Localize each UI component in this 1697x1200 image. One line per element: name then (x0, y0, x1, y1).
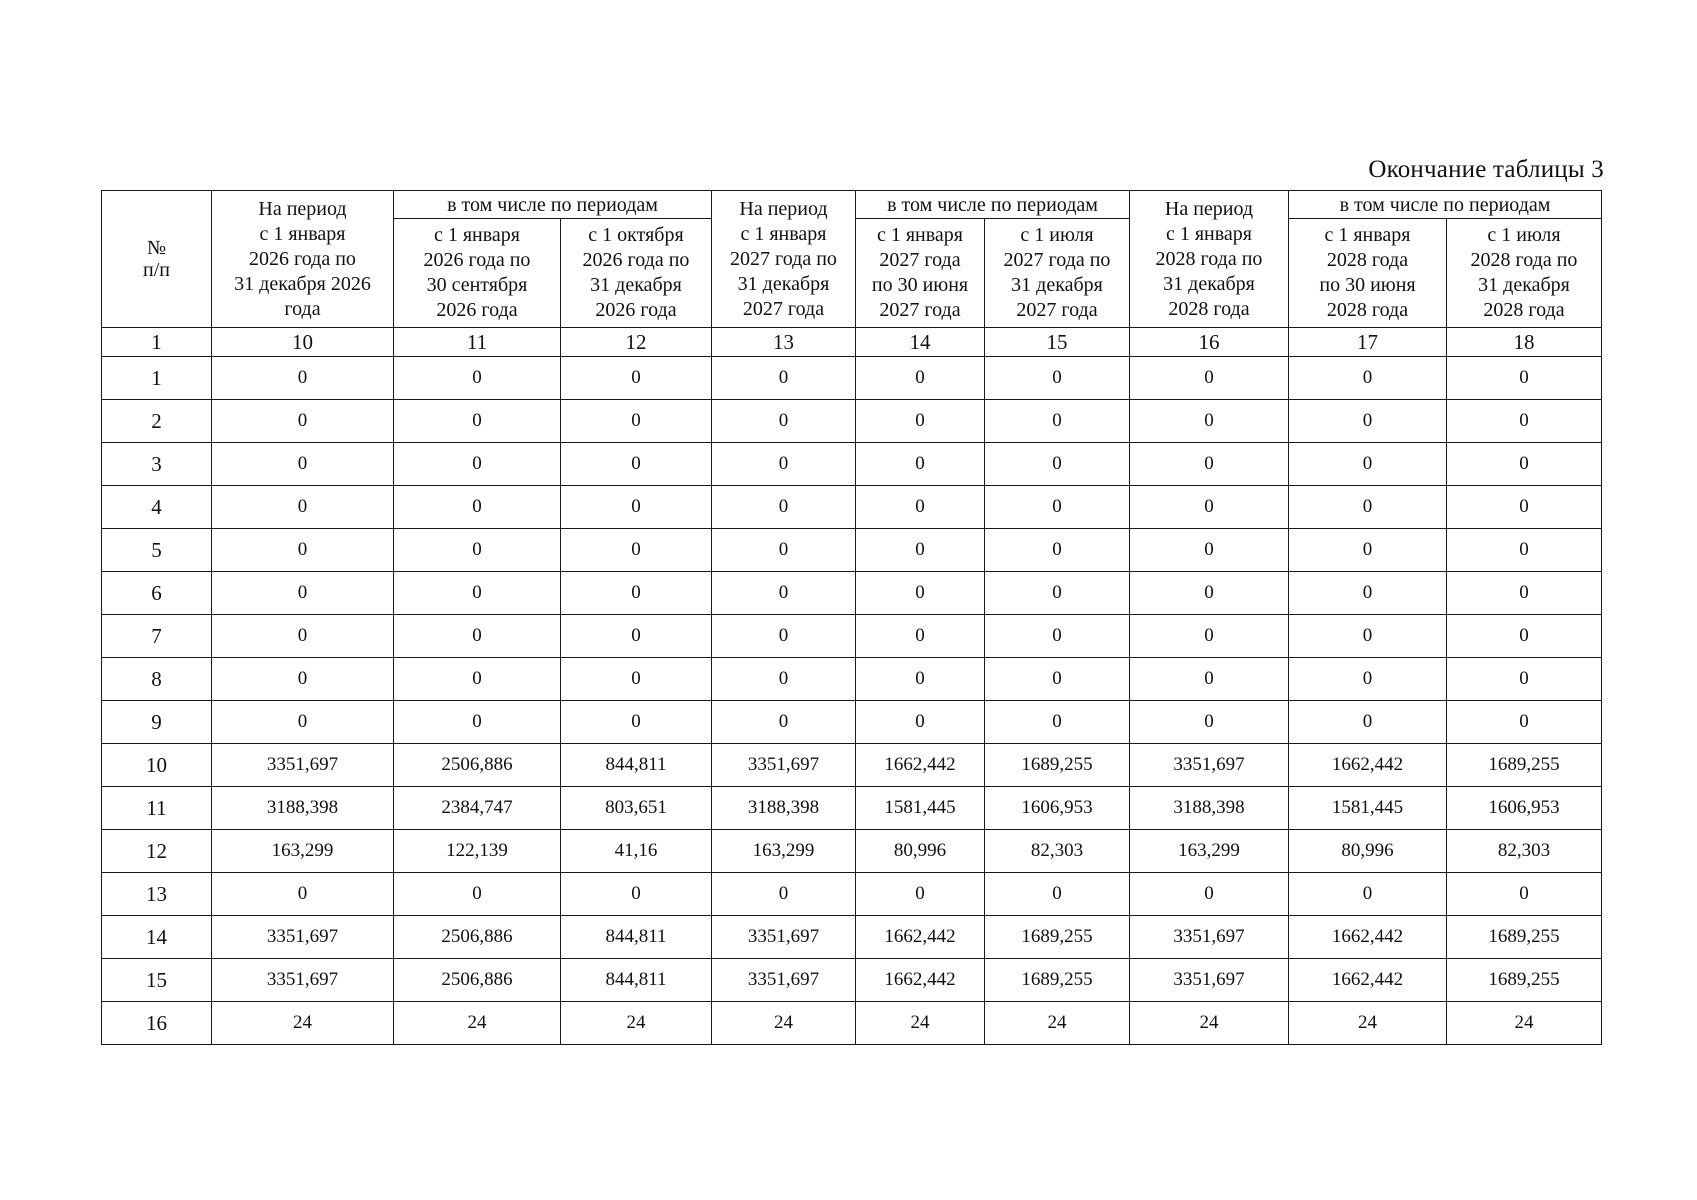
header-2027-jan-jun: с 1 января 2027 года по 30 июня 2027 года (856, 219, 985, 328)
value-cell: 0 (712, 701, 856, 744)
value-cell: 0 (561, 486, 712, 529)
row-number-cell: 15 (102, 959, 212, 1002)
value-cell: 0 (1130, 529, 1289, 572)
value-cell: 82,303 (985, 830, 1130, 873)
header-period-2027: На период с 1 января 2027 года по 31 декабря 2027 года (712, 191, 856, 328)
value-cell: 0 (394, 357, 561, 400)
column-number-cell: 15 (985, 328, 1130, 357)
value-cell: 2506,886 (394, 959, 561, 1002)
row-number-cell: 16 (102, 1002, 212, 1045)
value-cell: 0 (561, 443, 712, 486)
value-cell: 3351,697 (1130, 959, 1289, 1002)
value-cell: 0 (394, 873, 561, 916)
value-cell: 0 (712, 658, 856, 701)
row-number-cell: 6 (102, 572, 212, 615)
value-cell: 0 (1289, 443, 1447, 486)
value-cell: 0 (212, 658, 394, 701)
value-cell: 0 (985, 873, 1130, 916)
value-cell: 0 (985, 443, 1130, 486)
header-2026-oct-dec: с 1 октября 2026 года по 31 декабря 2026 года (561, 219, 712, 328)
value-cell: 0 (394, 701, 561, 744)
value-cell: 0 (1447, 529, 1602, 572)
value-cell: 163,299 (1130, 830, 1289, 873)
row-number-cell: 14 (102, 916, 212, 959)
value-cell: 1689,255 (985, 744, 1130, 787)
value-cell: 1662,442 (1289, 916, 1447, 959)
value-cell: 0 (1289, 658, 1447, 701)
table-row (102, 916, 1602, 959)
value-cell: 24 (1130, 1002, 1289, 1045)
value-cell: 0 (394, 615, 561, 658)
value-cell: 163,299 (712, 830, 856, 873)
header-row-1 (102, 191, 1602, 219)
value-cell: 0 (1447, 400, 1602, 443)
value-cell: 3351,697 (212, 959, 394, 1002)
value-cell: 0 (712, 873, 856, 916)
column-number-cell: 17 (1289, 328, 1447, 357)
value-cell: 0 (856, 529, 985, 572)
value-cell: 80,996 (856, 830, 985, 873)
value-cell: 24 (856, 1002, 985, 1045)
column-number-cell: 10 (212, 328, 394, 357)
value-cell: 0 (1447, 357, 1602, 400)
value-cell: 0 (856, 400, 985, 443)
row-number-cell: 5 (102, 529, 212, 572)
value-cell: 0 (1447, 615, 1602, 658)
value-cell: 0 (712, 357, 856, 400)
value-cell: 24 (1289, 1002, 1447, 1045)
table-row (102, 830, 1602, 873)
value-cell: 0 (1447, 658, 1602, 701)
value-cell: 3351,697 (712, 916, 856, 959)
column-number-cell: 14 (856, 328, 985, 357)
value-cell: 3351,697 (1130, 744, 1289, 787)
value-cell: 0 (1289, 615, 1447, 658)
value-cell: 1662,442 (856, 916, 985, 959)
value-cell: 0 (985, 615, 1130, 658)
value-cell: 0 (1289, 529, 1447, 572)
header-group-2027: в том числе по периодам (856, 191, 1130, 219)
value-cell: 0 (856, 701, 985, 744)
value-cell: 1606,953 (985, 787, 1130, 830)
header-2026-jan-sep: с 1 января 2026 года по 30 сентября 2026 года (394, 219, 561, 328)
value-cell: 0 (212, 357, 394, 400)
value-cell: 0 (712, 615, 856, 658)
value-cell: 122,139 (394, 830, 561, 873)
row-number-cell: 10 (102, 744, 212, 787)
value-cell: 24 (712, 1002, 856, 1045)
header-period-2026: На период с 1 января 2026 года по 31 декабря 2026 года (212, 191, 394, 328)
table-row (102, 744, 1602, 787)
row-number-cell: 2 (102, 400, 212, 443)
value-cell: 0 (1130, 572, 1289, 615)
value-cell: 0 (394, 658, 561, 701)
value-cell: 0 (561, 615, 712, 658)
value-cell: 0 (212, 873, 394, 916)
value-cell: 3351,697 (212, 744, 394, 787)
value-cell: 3188,398 (1130, 787, 1289, 830)
row-number-cell: 4 (102, 486, 212, 529)
header-group-2026: в том числе по периодам (394, 191, 712, 219)
table-row (102, 959, 1602, 1002)
value-cell: 0 (985, 400, 1130, 443)
value-cell: 0 (985, 357, 1130, 400)
value-cell: 24 (1447, 1002, 1602, 1045)
value-cell: 0 (1447, 486, 1602, 529)
value-cell: 3188,398 (212, 787, 394, 830)
value-cell: 0 (394, 572, 561, 615)
value-cell: 1662,442 (856, 959, 985, 1002)
value-cell: 0 (985, 529, 1130, 572)
row-number-cell: 1 (102, 357, 212, 400)
value-cell: 1581,445 (1289, 787, 1447, 830)
value-cell: 3351,697 (212, 916, 394, 959)
value-cell: 3351,697 (712, 744, 856, 787)
value-cell: 0 (985, 701, 1130, 744)
value-cell: 0 (856, 357, 985, 400)
value-cell: 0 (561, 873, 712, 916)
header-2028-jan-jun: с 1 января 2028 года по 30 июня 2028 года (1289, 219, 1447, 328)
value-cell: 2506,886 (394, 744, 561, 787)
column-number-cell: 16 (1130, 328, 1289, 357)
table-row (102, 1002, 1602, 1045)
value-cell: 80,996 (1289, 830, 1447, 873)
value-cell: 0 (1289, 357, 1447, 400)
value-cell: 0 (985, 572, 1130, 615)
value-cell: 0 (1130, 873, 1289, 916)
row-number-cell: 8 (102, 658, 212, 701)
row-number-cell: 9 (102, 701, 212, 744)
value-cell: 0 (1130, 357, 1289, 400)
value-cell: 0 (856, 873, 985, 916)
value-cell: 0 (561, 701, 712, 744)
value-cell: 0 (712, 486, 856, 529)
table-row (102, 873, 1602, 916)
column-number-cell: 1 (102, 328, 212, 357)
value-cell: 0 (1130, 443, 1289, 486)
value-cell: 0 (1289, 701, 1447, 744)
value-cell: 0 (212, 701, 394, 744)
value-cell: 0 (856, 572, 985, 615)
value-cell: 0 (561, 529, 712, 572)
value-cell: 0 (712, 443, 856, 486)
value-cell: 24 (212, 1002, 394, 1045)
value-cell: 82,303 (1447, 830, 1602, 873)
value-cell: 0 (1289, 572, 1447, 615)
value-cell: 844,811 (561, 916, 712, 959)
value-cell: 1662,442 (1289, 744, 1447, 787)
value-cell: 0 (212, 443, 394, 486)
value-cell: 0 (1289, 400, 1447, 443)
value-cell: 0 (712, 529, 856, 572)
value-cell: 0 (1130, 400, 1289, 443)
table-row (102, 357, 1602, 400)
value-cell: 0 (561, 658, 712, 701)
value-cell: 0 (1130, 486, 1289, 529)
value-cell: 1689,255 (1447, 744, 1602, 787)
value-cell: 0 (212, 529, 394, 572)
value-cell: 0 (394, 529, 561, 572)
table-caption: Окончание таблицы 3 (1368, 156, 1604, 183)
value-cell: 0 (1447, 572, 1602, 615)
value-cell: 0 (1447, 701, 1602, 744)
value-cell: 844,811 (561, 744, 712, 787)
value-cell: 0 (1447, 443, 1602, 486)
column-number-row (102, 328, 1602, 357)
value-cell: 1662,442 (1289, 959, 1447, 1002)
value-cell: 163,299 (212, 830, 394, 873)
value-cell: 24 (985, 1002, 1130, 1045)
table-row (102, 572, 1602, 615)
header-row-number: № п/п (102, 191, 212, 328)
value-cell: 0 (1447, 873, 1602, 916)
value-cell: 0 (394, 443, 561, 486)
row-number-cell: 12 (102, 830, 212, 873)
value-cell: 0 (856, 615, 985, 658)
column-number-cell: 18 (1447, 328, 1602, 357)
value-cell: 0 (712, 572, 856, 615)
value-cell: 0 (212, 400, 394, 443)
header-2027-jul-dec: с 1 июля 2027 года по 31 декабря 2027 года (985, 219, 1130, 328)
value-cell: 0 (985, 658, 1130, 701)
table-row (102, 787, 1602, 830)
value-cell: 0 (394, 486, 561, 529)
value-cell: 803,651 (561, 787, 712, 830)
table-row (102, 701, 1602, 744)
value-cell: 0 (856, 443, 985, 486)
header-2028-jul-dec: с 1 июля 2028 года по 31 декабря 2028 года (1447, 219, 1602, 328)
value-cell: 1662,442 (856, 744, 985, 787)
value-cell: 2506,886 (394, 916, 561, 959)
row-number-cell: 3 (102, 443, 212, 486)
table-row (102, 658, 1602, 701)
value-cell: 0 (394, 400, 561, 443)
value-cell: 1689,255 (985, 959, 1130, 1002)
table-row (102, 443, 1602, 486)
value-cell: 1606,953 (1447, 787, 1602, 830)
value-cell: 3351,697 (1130, 916, 1289, 959)
column-number-cell: 13 (712, 328, 856, 357)
table-row (102, 615, 1602, 658)
value-cell: 1689,255 (1447, 959, 1602, 1002)
value-cell: 24 (394, 1002, 561, 1045)
row-number-cell: 11 (102, 787, 212, 830)
table-row (102, 486, 1602, 529)
value-cell: 0 (561, 572, 712, 615)
data-table (101, 190, 1602, 1045)
value-cell: 0 (856, 486, 985, 529)
header-group-2028: в том числе по периодам (1289, 191, 1602, 219)
column-number-cell: 12 (561, 328, 712, 357)
value-cell: 1689,255 (1447, 916, 1602, 959)
value-cell: 41,16 (561, 830, 712, 873)
value-cell: 1581,445 (856, 787, 985, 830)
value-cell: 0 (561, 357, 712, 400)
value-cell: 0 (712, 400, 856, 443)
value-cell: 0 (856, 658, 985, 701)
table-body (102, 357, 1602, 1045)
value-cell: 0 (1130, 658, 1289, 701)
column-number-cell: 11 (394, 328, 561, 357)
value-cell: 0 (1130, 615, 1289, 658)
value-cell: 1689,255 (985, 916, 1130, 959)
value-cell: 24 (561, 1002, 712, 1045)
value-cell: 3351,697 (712, 959, 856, 1002)
table-row (102, 529, 1602, 572)
value-cell: 0 (1130, 701, 1289, 744)
value-cell: 844,811 (561, 959, 712, 1002)
row-number-cell: 7 (102, 615, 212, 658)
row-number-cell: 13 (102, 873, 212, 916)
value-cell: 0 (212, 486, 394, 529)
value-cell: 2384,747 (394, 787, 561, 830)
value-cell: 0 (561, 400, 712, 443)
value-cell: 0 (985, 486, 1130, 529)
value-cell: 0 (1289, 873, 1447, 916)
value-cell: 0 (1289, 486, 1447, 529)
header-period-2028: На период с 1 января 2028 года по 31 декабря 2028 года (1130, 191, 1289, 328)
value-cell: 0 (212, 572, 394, 615)
table-row (102, 400, 1602, 443)
value-cell: 0 (212, 615, 394, 658)
value-cell: 3188,398 (712, 787, 856, 830)
